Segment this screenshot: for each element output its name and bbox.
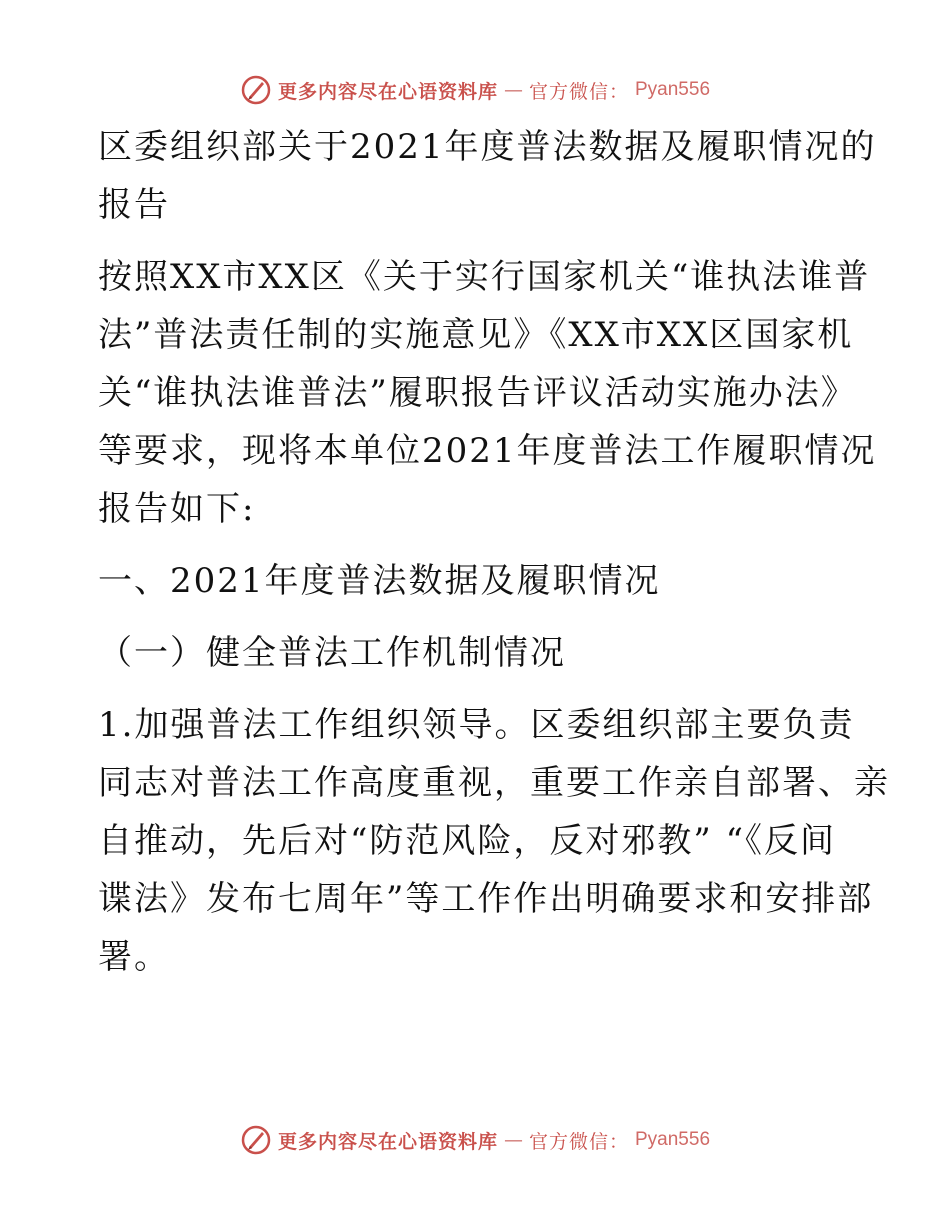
subsection-heading-text: （一）健全普法工作机制情况 [98,633,566,673]
watermark-wechat-id: Pyan556 [635,1129,711,1150]
paragraph-line: 关“谁执法谁普法”履职报告评议活动实施办法》 [98,373,857,413]
title-line: 区委组织部关于2021年度普法数据及履职情况的 [98,127,877,167]
watermark-wechat-label: 官方微信： [528,80,629,103]
section-heading-text: 一、2021年度普法数据及履职情况 [98,561,661,601]
subsection-heading [98,624,858,682]
watermark-wechat-id: Pyan556 [635,79,711,100]
watermark-separator: — [503,79,523,101]
paragraph-line: 报告如下: [98,489,256,529]
watermark-wechat-label: 官方微信： [528,1130,629,1153]
paragraph-line: 谍法》发布七周年”等工作作出明确要求和安排部 [98,879,874,919]
quill-logo-icon [240,74,272,106]
document-title [98,118,877,234]
document-body [98,118,890,1000]
header-watermark [0,70,950,110]
watermark-site-text: 更多内容尽在心语资料库 [277,1130,498,1153]
paragraph-line: 按照XX市XX区《关于实行国家机关“谁执法谁普 [98,257,871,297]
paragraph-line: 等要求，现将本单位2021年度普法工作履职情况 [98,431,877,471]
watermark-separator: — [503,1129,523,1151]
paragraph-line: 同志对普法工作高度重视，重要工作亲自部署、亲 [98,763,890,803]
watermark-site-text: 更多内容尽在心语资料库 [277,80,498,103]
paragraph-line: 1.加强普法工作组织领导。区委组织部主要负责 [98,705,855,745]
paragraph-line: 署。 [98,937,170,977]
item-paragraph [98,696,890,986]
title-line: 报告 [98,185,170,225]
paragraph-line: 自推动，先后对“防范风险，反对邪教” “《反间 [98,821,836,861]
intro-paragraph [98,248,877,538]
paragraph-line: 法”普法责任制的实施意见》《XX市XX区国家机 [98,315,854,355]
quill-logo-icon [240,1124,272,1156]
footer-watermark [0,1120,950,1160]
section-heading [98,552,858,610]
